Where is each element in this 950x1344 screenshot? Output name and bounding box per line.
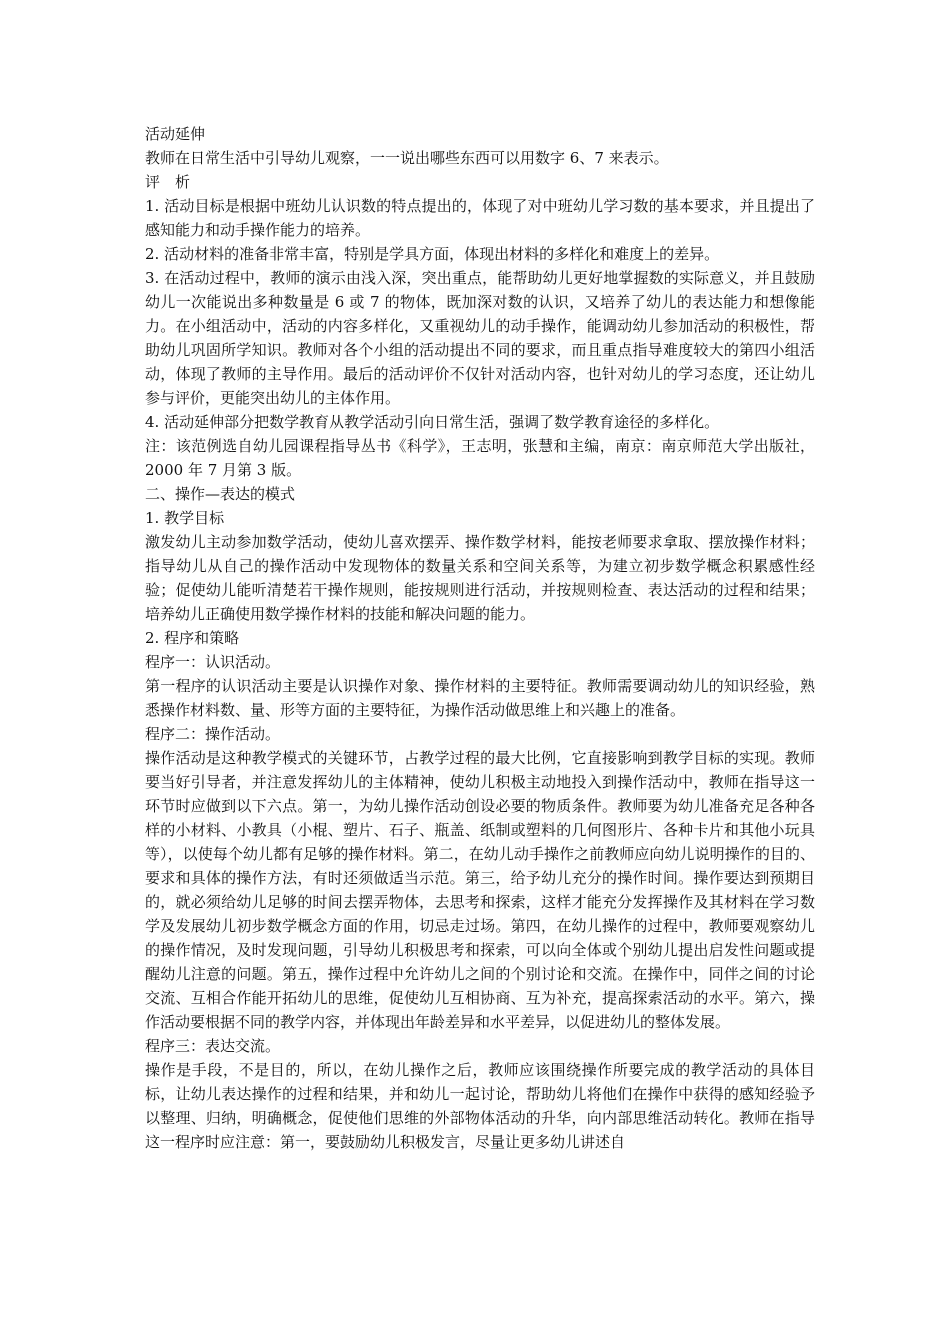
document-page <box>145 122 815 1154</box>
subheading-procedures-strategies: 2. 程序和策略 <box>145 629 240 647</box>
paragraph-activity-extension: 教师在日常生活中引导幼儿观察，一一说出哪些东西可以用数字 6、7 来表示。 <box>145 149 669 167</box>
analysis-point-2: 2. 活动材料的准备非常丰富，特别是学具方面，体现出材料的多样化和难度上的差异。 <box>145 245 720 263</box>
section-heading-activity-extension: 活动延伸 <box>145 125 206 143</box>
analysis-point-4: 4. 活动延伸部分把数学教育从教学活动引向日常生活，强调了数学教育途径的多样化。 <box>145 413 720 431</box>
procedure-2-heading: 程序二：操作活动。 <box>145 725 281 743</box>
paragraph-teaching-goals: 激发幼儿主动参加数学活动，使幼儿喜欢摆弄、操作数学材料，能按老师要求拿取、摆放操作材料；指导幼儿从自己的操作活动中发现物体的数量关系和空间关系等，为建立初步数学概念积累感性经验；促使幼儿能听清楚若干操作规则，能按规则进行活动，并按规则检查、表达活动的过程和结果；培养幼儿正确使用数学操作材料的技能和解决问题的能力。 <box>145 533 815 623</box>
subheading-teaching-goals: 1. 教学目标 <box>145 509 225 527</box>
procedure-3-paragraph: 操作是手段，不是目的，所以，在幼儿操作之后，教师应该围绕操作所要完成的教学活动的具体目标，让幼儿表达操作的过程和结果，并和幼儿一起讨论，帮助幼儿将他们在操作中获得的感知经验予以整理、归纳，明确概念，促使他们思维的外部物体活动的升华，向内部思维活动转化。教师在指导这一程序时应注意：第一，要鼓励幼儿积极发言，尽量让更多幼儿讲述自 <box>145 1061 815 1151</box>
procedure-2-paragraph: 操作活动是这种教学模式的关键环节，占教学过程的最大比例，它直接影响到教学目标的实现。教师要当好引导者，并注意发挥幼儿的主体精神，使幼儿积极主动地投入到操作活动中，教师在指导这一环节时应做到以下六点。第一，为幼儿操作活动创设必要的物质条件。教师要为幼儿准备充足各种各样的小材料、小教具（小棍、塑片、石子、瓶盖、纸制或塑料的几何图形片、各种卡片和其他小玩具等），以使每个幼儿都有足够的操作材料。第二，在幼儿动手操作之前教师应向幼儿说明操作的目的、要求和具体的操作方法，有时还须做适当示范。第三，给予幼儿充分的操作时间。操作要达到预期目的，就必须给幼儿足够的时间去摆弄物体，去思考和探索，这样才能充分发挥操作及其材料在学习数学及发展幼儿初步数学概念方面的作用，切忌走过场。第四，在幼儿操作的过程中，教师要观察幼儿的操作情况，及时发现问题，引导幼儿积极思考和探索，可以向全体或个别幼儿提出启发性问题或提醒幼儿注意的问题。第五，操作过程中允许幼儿之间的个别讨论和交流。在操作中，同伴之间的讨论交流、互相合作能开拓幼儿的思维，促使幼儿互相协商、互为补充，提高探索活动的水平。第六，操作活动要根据不同的教学内容，并体现出年龄差异和水平差异，以促进幼儿的整体发展。 <box>145 749 815 1031</box>
analysis-point-3: 3. 在活动过程中，教师的演示由浅入深，突出重点，能帮助幼儿更好地掌握数的实际意义，并且鼓励幼儿一次能说出多种数量是 6 或 7 的物体，既加深对数的认识，又培养了幼儿的表达能力和想像能力。在小组活动中，活动的内容多样化，又重视幼儿的动手操作，能调动幼儿参加活动的积极性，帮助幼儿巩固所学知识。教师对各个小组的活动提出不同的要求，而且重点指导难度较大的第四小组活动，体现了教师的主导作用。最后的活动评价不仅针对活动内容，也针对幼儿的学习态度，还让幼儿参与评价，更能突出幼儿的主体作用。 <box>145 269 815 407</box>
procedure-3-heading: 程序三：表达交流。 <box>145 1037 281 1055</box>
section-heading-operation-expression-model: 二、操作—表达的模式 <box>145 485 296 503</box>
procedure-1-paragraph: 第一程序的认识活动主要是认识操作对象、操作材料的主要特征。教师需要调动幼儿的知识经验，熟悉操作材料数、量、形等方面的主要特征，为操作活动做思维上和兴趣上的准备。 <box>145 677 815 719</box>
section-heading-analysis: 评 析 <box>145 173 191 191</box>
analysis-point-1: 1. 活动目标是根据中班幼儿认识数的特点提出的，体现了对中班幼儿学习数的基本要求，并且提出了感知能力和动手操作能力的培养。 <box>145 197 815 239</box>
procedure-1-heading: 程序一：认识活动。 <box>145 653 281 671</box>
source-note: 注：该范例选自幼儿园课程指导丛书《科学》，王志明，张慧和主编，南京：南京师范大学出版社，2000 年 7 月第 3 版。 <box>145 437 815 479</box>
